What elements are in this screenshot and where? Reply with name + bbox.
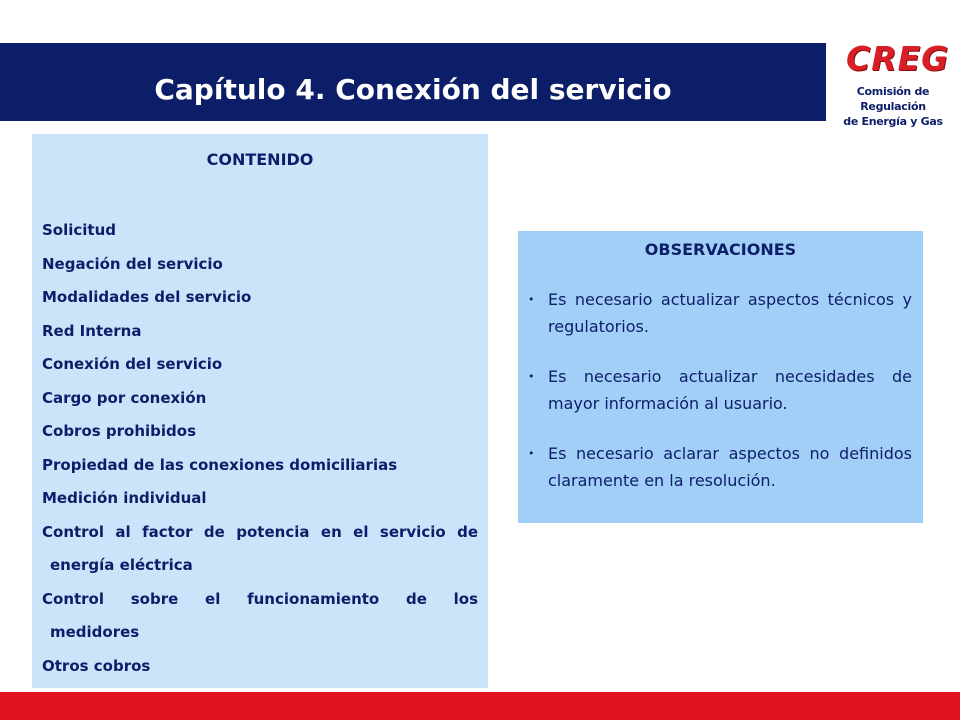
observation-item — [528, 363, 912, 417]
list-item: Control sobre el funcionamiento de los — [42, 589, 478, 608]
title-bar — [0, 43, 826, 121]
list-item: Control al factor de potencia en el servicio de — [42, 522, 478, 541]
observation-item — [528, 440, 912, 494]
page-title: Capítulo 4. Conexión del servicio — [154, 72, 672, 106]
observations-heading: OBSERVACIONES — [644, 240, 797, 259]
list-item: Solicitud — [42, 221, 117, 239]
bullet-icon: • — [528, 370, 535, 383]
observation-text: Es necesario actualizar aspectos técnicos y regulatorios. — [548, 290, 912, 336]
list-item: Cobros prohibidos — [42, 422, 197, 440]
bullet-icon: • — [528, 447, 535, 460]
list-item-continuation: energía eléctrica — [50, 556, 193, 574]
list-item: Red Interna — [42, 321, 142, 340]
list-item-continuation: medidores — [50, 623, 140, 641]
logo-line-2: de Energía y Gas — [843, 115, 943, 128]
observation-item — [528, 286, 912, 340]
observations-list — [528, 286, 912, 517]
list-item: Conexión del servicio — [42, 355, 223, 373]
bullet-icon: • — [528, 293, 535, 306]
observation-text: Es necesario aclarar aspectos no definidos claramente en la resolución. — [548, 444, 912, 490]
creg-logo — [828, 39, 958, 128]
list-item: Otros cobros — [42, 656, 151, 675]
contents-heading: CONTENIDO — [206, 150, 314, 169]
logo-line-1: Comisión de Regulación — [856, 85, 930, 113]
list-item: Medición individual — [42, 489, 207, 507]
footer-bar — [0, 692, 960, 720]
contents-list — [42, 214, 478, 683]
observation-text: Es necesario actualizar necesidades de mayor información al usuario. — [548, 367, 912, 413]
list-item: Cargo por conexión — [42, 388, 207, 407]
logo-mark: CREG — [846, 39, 950, 78]
list-item: Negación del servicio — [42, 254, 223, 273]
list-item: Modalidades del servicio — [42, 288, 252, 306]
logo-subtitle — [828, 84, 958, 129]
list-item: Propiedad de las conexiones domiciliarias — [42, 455, 398, 474]
